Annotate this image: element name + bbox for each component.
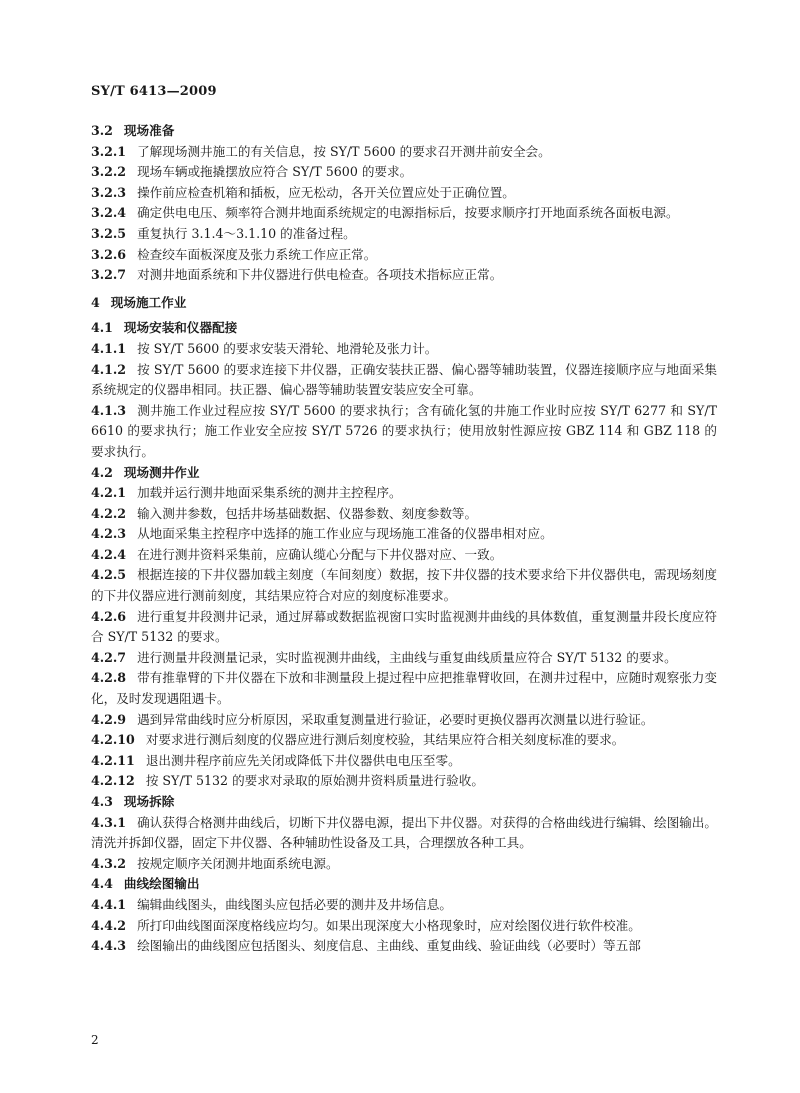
document-body [91,121,717,957]
clause-paragraph [91,401,717,463]
clause-text: 编辑曲线图头，曲线图头应包括必要的测井及井场信息。 [137,896,452,912]
clause-number: 3.2.4 [91,205,127,221]
clause-number: 4.2.11 [91,752,135,768]
clause-paragraph [91,648,717,669]
clause-text: 带有推靠臂的下井仪器在下放和非测量段上提过程中应把推靠臂收回，在测井过程中，应随时观察张力变化，及时发现遇阻遇卡。 [91,670,717,707]
clause-paragraph [91,607,717,648]
clause-text: 现场安装和仪器配接 [123,320,238,336]
clause-text: 退出测井程序前应先关闭或降低下井仪器供电电压至零。 [145,752,461,768]
clause-paragraph [91,224,717,245]
clause-paragraph [91,751,717,772]
clause-number: 4.2.3 [91,526,127,542]
clause-number: 4.2.12 [91,773,135,789]
clause-paragraph [91,771,717,792]
section-heading [91,792,717,813]
section-heading [91,293,717,314]
clause-paragraph [91,710,717,731]
clause-number: 4.4.1 [91,896,127,912]
clause-number: 3.2 [91,123,113,138]
clause-number: 3.2.5 [91,225,127,241]
section-heading [91,121,717,142]
clause-number: 3.2.1 [91,143,127,159]
clause-text: 现场拆除 [123,794,175,809]
page-number: 2 [91,1033,99,1047]
clause-text: 进行重复井段测井记录，通过屏幕或数据监视窗口实时监视测井曲线的具体数值，重复测量井段长度应符合 SY/T 5132 的要求。 [91,608,717,645]
clause-paragraph [91,936,717,957]
clause-paragraph [91,483,717,504]
clause-text: 现场准备 [123,123,175,138]
clause-text: 进行测量井段测量记录，实时监视测井曲线，主曲线与重复曲线质量应符合 SY/T 5132 的要求。 [137,649,677,665]
clause-text: 测井施工作业过程应按 SY/T 5600 的要求执行；含有硫化氢的井施工作业时应按 SY/T 6277 和 SY/T 6610 的要求执行；施工作业安全应按 SY/T 5726 的要求执行；使用放射性源应按 GBZ 114 和 GBZ 118 的要求执行。 [91,402,717,459]
clause-number: 4.1 [91,320,113,336]
clause-text: 输入测井参数，包括井场基础数据、仪器参数、刻度参数等。 [137,505,478,521]
section-heading [91,318,717,339]
clause-number: 4.3 [91,794,113,809]
clause-text: 所打印曲线图面深度格线应均匀。如果出现深度大小格现象时，应对绘图仪进行软件校准。 [137,917,641,933]
clause-number: 4.2.5 [91,567,127,583]
clause-text: 对要求进行测后刻度的仪器应进行测后刻度校验，其结果应符合相关刻度标准的要求。 [145,732,625,748]
clause-text: 检查绞车面板深度及张力系统工作应正常。 [137,246,377,262]
clause-paragraph [91,524,717,545]
clause-text: 重复执行 3.1.4～3.1.10 的准备过程。 [137,225,356,241]
clause-text: 确认获得合格测井曲线后，切断下井仪器电源，提出下井仪器。对获得的合格曲线进行编辑、绘图输出。清洗并拆卸仪器，固定下井仪器、各种辅助性设备及工具，合理摆放各种工具。 [91,814,717,851]
clause-paragraph [91,813,717,854]
clause-paragraph [91,668,717,709]
section-heading [91,463,717,484]
clause-paragraph [91,545,717,566]
clause-text: 曲线绘图输出 [123,876,200,892]
clause-paragraph [91,565,717,606]
clause-text: 按 SY/T 5132 的要求对录取的原始测井资料质量进行验收。 [145,773,484,789]
clause-text: 遇到异常曲线时应分析原因，采取重复测量进行验证，必要时更换仪器再次测量以进行验证。 [137,711,654,727]
clause-number: 4.2.9 [91,711,127,727]
clause-paragraph [91,730,717,751]
clause-number: 3.2.3 [91,184,127,200]
clause-number: 3.2.6 [91,246,127,262]
clause-number: 4.3.1 [91,814,127,830]
clause-text: 操作前应检查机箱和插板，应无松动，各开关位置应处于正确位置。 [137,184,515,200]
clause-text: 在进行测井资料采集前，应确认缆心分配与下井仪器对应、一致。 [137,546,503,562]
clause-paragraph [91,183,717,204]
clause-number: 4.1.2 [91,361,127,377]
clause-paragraph [91,339,717,360]
clause-paragraph [91,916,717,937]
clause-paragraph [91,162,717,183]
clause-number: 4.1.3 [91,402,127,418]
clause-text: 现场测井作业 [123,464,200,480]
clause-number: 4.2.6 [91,608,127,624]
clause-paragraph [91,854,717,875]
clause-text: 确定供电电压、频率符合测井地面系统规定的电源指标后，按要求顺序打开地面系统各面板电源。 [137,205,679,221]
clause-text: 了解现场测井施工的有关信息，按 SY/T 5600 的要求召开测井前安全会。 [137,143,551,159]
clause-number: 4.2.8 [91,670,127,686]
section-heading [91,874,717,895]
clause-number: 3.2.2 [91,164,127,180]
clause-paragraph [91,504,717,525]
clause-number: 4.2.4 [91,546,127,562]
clause-number: 4.3.2 [91,855,127,871]
clause-text: 按规定顺序关闭测井地面系统电源。 [137,855,339,871]
clause-text: 加载并运行测井地面采集系统的测井主控程序。 [137,485,402,501]
clause-text: 对测井地面系统和下井仪器进行供电检查。各项技术指标应正常。 [137,267,503,283]
clause-paragraph [91,203,717,224]
clause-number: 4 [91,294,100,310]
clause-number: 4.2.7 [91,649,127,665]
clause-text: 按 SY/T 5600 的要求安装天滑轮、地滑轮及张力计。 [137,340,438,356]
clause-text: 从地面采集主控程序中选择的施工作业应与现场施工准备的仪器串相对应。 [137,526,553,542]
clause-number: 4.4.2 [91,917,127,933]
clause-text: 根据连接的下井仪器加载主刻度（车间刻度）数据，按下井仪器的技术要求给下井仪器供电，需现场刻度的下井仪器应进行测前刻度，其结果应符合对应的刻度标准要求。 [91,567,717,604]
clause-number: 4.2.2 [91,505,127,521]
clause-paragraph [91,895,717,916]
clause-text: 按 SY/T 5600 的要求连接下井仪器，正确安装扶正器、偏心器等辅助装置，仪器连接顺序应与地面采集系统规定的仪器串相同。扶正器、偏心器等辅助装置安装应安全可靠。 [91,361,717,398]
clause-paragraph [91,142,717,163]
clause-text: 现场施工作业 [110,294,187,310]
clause-paragraph [91,360,717,401]
clause-number: 4.4 [91,876,113,892]
clause-number: 3.2.7 [91,267,127,283]
clause-number: 4.4.3 [91,938,127,954]
clause-number: 4.2 [91,464,113,480]
clause-paragraph [91,245,717,266]
standard-code-header: SY/T 6413—2009 [91,84,217,99]
clause-text: 绘图输出的曲线图应包括图头、刻度信息、主曲线、重复曲线、验证曲线（必要时）等五部 [137,938,641,954]
clause-paragraph [91,265,717,286]
clause-text: 现场车辆或拖撬摆放应符合 SY/T 5600 的要求。 [137,164,413,180]
clause-number: 4.2.10 [91,732,135,748]
clause-number: 4.2.1 [91,485,127,501]
clause-number: 4.1.1 [91,340,127,356]
